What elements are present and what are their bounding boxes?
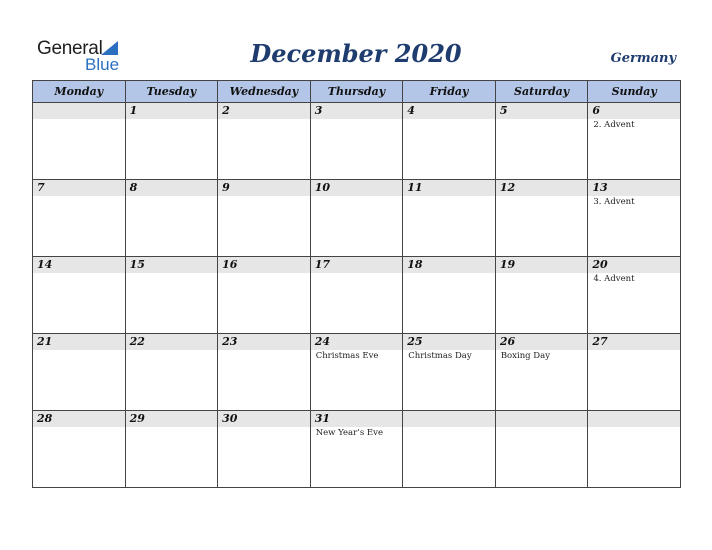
weekday-header: Monday [33, 81, 126, 103]
day-number: 17 [314, 258, 330, 271]
holiday-label [311, 119, 403, 120]
day-cell [310, 180, 403, 257]
holiday-label [496, 427, 588, 428]
day-cell [218, 180, 311, 257]
day-cell [403, 180, 496, 257]
holiday-label [218, 427, 310, 428]
day-number: 23 [222, 335, 238, 348]
holiday-label [588, 350, 680, 351]
day-number-strip [218, 103, 310, 119]
day-number-strip [496, 180, 588, 196]
day-cell [33, 411, 126, 488]
day-number: 30 [222, 412, 238, 425]
day-number-strip [218, 180, 310, 196]
day-number-strip [126, 334, 218, 350]
day-cell [218, 411, 311, 488]
weekday-header: Friday [403, 81, 496, 103]
day-number-strip [496, 334, 588, 350]
day-cell [33, 103, 126, 180]
day-cell [310, 103, 403, 180]
day-number-strip [33, 334, 125, 350]
day-cell [33, 180, 126, 257]
holiday-label [33, 196, 125, 197]
day-number-strip [126, 411, 218, 427]
day-number-strip [311, 411, 403, 427]
day-number: 21 [37, 335, 53, 348]
holiday-label [311, 273, 403, 274]
day-cell [125, 257, 218, 334]
holiday-label [311, 196, 403, 197]
holiday-label: Boxing Day [500, 351, 550, 361]
holiday-label: 2. Advent [593, 120, 635, 130]
logo-blue-text: Blue [85, 55, 120, 74]
day-cell [310, 257, 403, 334]
day-cell [588, 103, 681, 180]
day-number-strip [588, 103, 680, 119]
day-number: 6 [592, 104, 601, 117]
day-number: 31 [314, 412, 330, 425]
day-number-strip [33, 180, 125, 196]
weekday-header: Thursday [310, 81, 403, 103]
day-cell [495, 411, 588, 488]
day-number: 18 [407, 258, 423, 271]
day-number: 2 [222, 104, 230, 117]
day-number: 25 [407, 335, 423, 348]
day-number-strip [126, 180, 218, 196]
day-number: 7 [37, 181, 45, 194]
day-cell [495, 103, 588, 180]
day-number-strip [33, 411, 125, 427]
day-cell [125, 180, 218, 257]
day-cell [588, 334, 681, 411]
calendar-title: December 2020 [250, 39, 462, 68]
day-number: 16 [222, 258, 238, 271]
holiday-label [403, 196, 495, 197]
calendar-grid [32, 80, 681, 488]
day-number-strip [403, 411, 495, 427]
day-number: 10 [314, 181, 330, 194]
day-number: 19 [499, 258, 516, 271]
calendar-week-row [33, 180, 681, 257]
day-number: 26 [499, 335, 516, 348]
day-number-strip [311, 180, 403, 196]
day-number-strip [403, 180, 495, 196]
day-cell [218, 257, 311, 334]
day-number: 29 [129, 412, 145, 425]
holiday-label [126, 350, 218, 351]
holiday-label [496, 119, 588, 120]
logo [37, 38, 133, 74]
weekday-header-row [33, 81, 681, 103]
day-number-strip [496, 257, 588, 273]
calendar-week-row [33, 411, 681, 488]
day-number-strip [403, 334, 495, 350]
holiday-label [33, 427, 125, 428]
holiday-label [126, 119, 218, 120]
day-number: 28 [37, 412, 53, 425]
day-number-strip [33, 257, 125, 273]
holiday-label: Christmas Eve [315, 351, 379, 361]
holiday-label [218, 273, 310, 274]
day-cell [588, 411, 681, 488]
day-number-strip [588, 334, 680, 350]
calendar-week-row [33, 103, 681, 180]
day-cell [495, 257, 588, 334]
day-number-strip [33, 103, 125, 119]
day-number-strip [311, 103, 403, 119]
day-number: 15 [129, 258, 145, 271]
day-number-strip [588, 180, 680, 196]
day-cell [33, 334, 126, 411]
calendar-week-row [33, 257, 681, 334]
day-number: 27 [592, 335, 608, 348]
day-number-strip [588, 411, 680, 427]
calendar-week-row [33, 334, 681, 411]
day-number-strip [218, 257, 310, 273]
day-cell [495, 180, 588, 257]
day-number-strip [311, 334, 403, 350]
day-number-strip [588, 257, 680, 273]
weekday-header: Tuesday [125, 81, 218, 103]
day-number: 9 [222, 181, 230, 194]
day-number: 1 [129, 104, 138, 117]
holiday-label [33, 273, 125, 274]
day-cell [125, 411, 218, 488]
day-number: 11 [407, 181, 423, 194]
holiday-label [126, 273, 218, 274]
holiday-label: Christmas Day [408, 351, 472, 361]
day-cell [588, 180, 681, 257]
holiday-label [126, 196, 218, 197]
day-cell [403, 257, 496, 334]
day-number: 14 [37, 258, 53, 271]
day-number: 12 [499, 181, 516, 194]
day-cell [403, 334, 496, 411]
holiday-label [218, 119, 310, 120]
day-number: 3 [314, 104, 323, 117]
day-cell [125, 103, 218, 180]
day-number: 22 [129, 335, 145, 348]
holiday-label [33, 119, 125, 120]
day-number-strip [403, 103, 495, 119]
day-cell [218, 334, 311, 411]
day-cell [403, 103, 496, 180]
day-number-strip [496, 103, 588, 119]
holiday-label: New Year’s Eve [315, 428, 383, 438]
day-cell [588, 257, 681, 334]
country-label: Germany [610, 51, 676, 66]
logo-triangle-icon [101, 41, 118, 55]
holiday-label [403, 427, 495, 428]
day-number: 8 [129, 181, 138, 194]
day-number: 4 [407, 104, 415, 117]
holiday-label: 3. Advent [593, 197, 635, 207]
day-number-strip [126, 257, 218, 273]
day-cell [125, 334, 218, 411]
day-number: 5 [499, 104, 508, 117]
day-cell [495, 334, 588, 411]
day-cell [218, 103, 311, 180]
holiday-label [403, 119, 495, 120]
day-number: 13 [592, 181, 608, 194]
day-cell [310, 411, 403, 488]
day-cell [310, 334, 403, 411]
holiday-label: 4. Advent [593, 274, 635, 284]
day-number-strip [496, 411, 588, 427]
holiday-label [496, 196, 588, 197]
day-number-strip [126, 103, 218, 119]
holiday-label [33, 350, 125, 351]
holiday-label [126, 427, 218, 428]
day-number-strip [218, 334, 310, 350]
holiday-label [218, 196, 310, 197]
day-number: 20 [592, 258, 608, 271]
day-cell [33, 257, 126, 334]
holiday-label [588, 427, 680, 428]
day-number: 24 [314, 335, 330, 348]
day-number-strip [311, 257, 403, 273]
logo-general-text: General [37, 38, 103, 59]
holiday-label [403, 273, 495, 274]
holiday-label [218, 350, 310, 351]
day-number-strip [218, 411, 310, 427]
day-cell [403, 411, 496, 488]
weekday-header: Sunday [588, 81, 681, 103]
weekday-header: Saturday [495, 81, 588, 103]
weekday-header: Wednesday [218, 81, 311, 103]
holiday-label [496, 273, 588, 274]
day-number-strip [403, 257, 495, 273]
